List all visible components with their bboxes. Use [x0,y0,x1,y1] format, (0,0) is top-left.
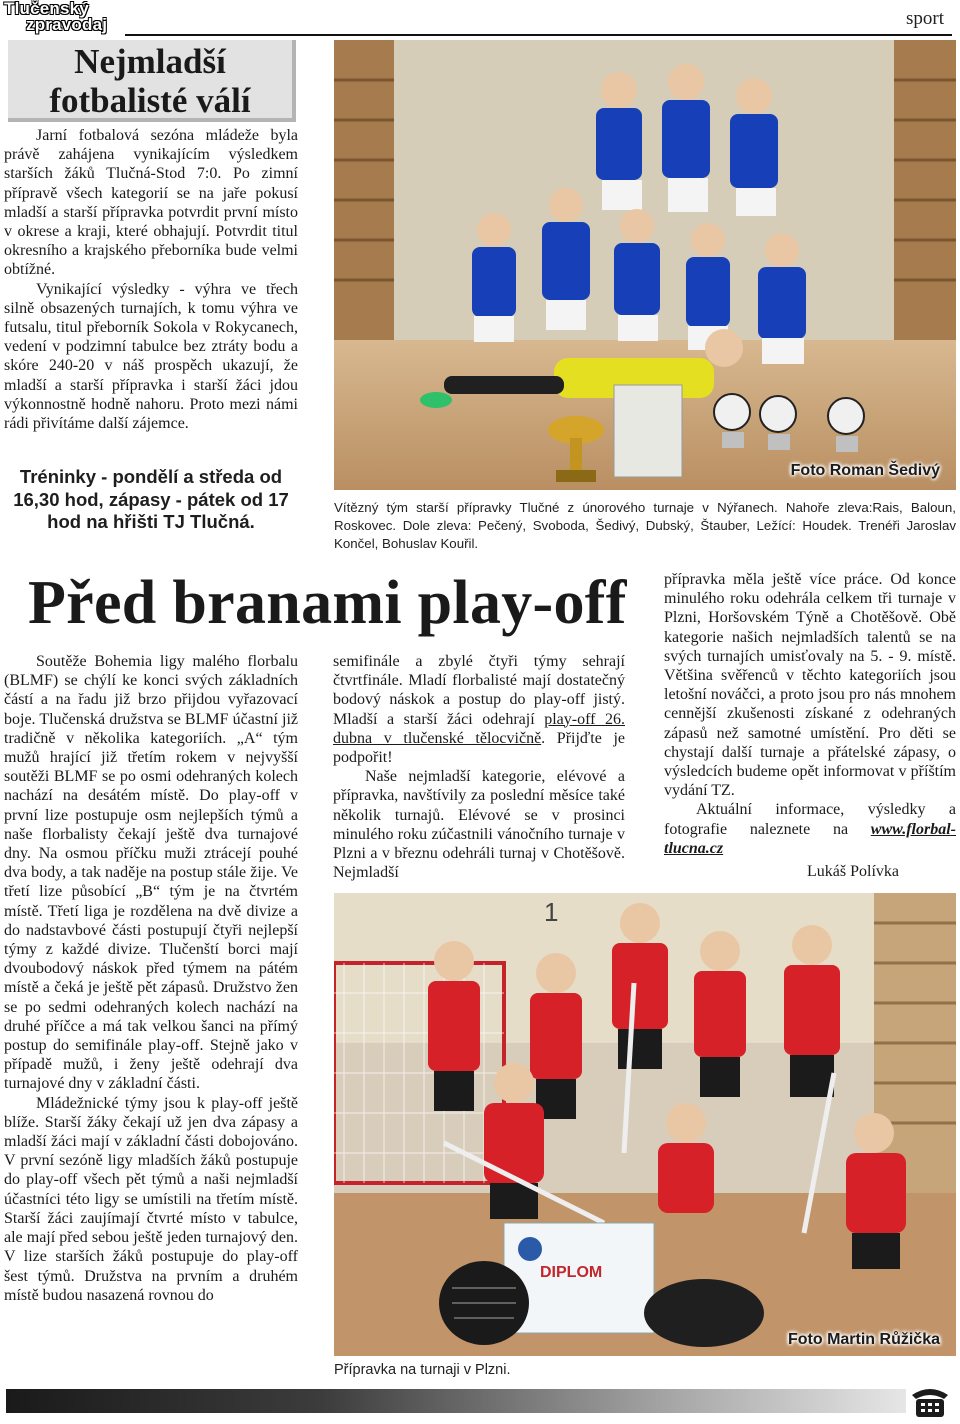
football-team-illustration [334,40,956,490]
training-notice: Tréninky - pondělí a středa od 16,30 hod, zápasy - pátek od 17 hod na hřišti TJ Tlučná. [13,466,289,532]
wall-number: 1 [544,897,559,927]
team-back-row [596,64,778,216]
website-link[interactable]: www.florbal-tlucna.cz [664,820,956,857]
logo-line-2: zpravodaj [26,15,108,34]
article-author: Lukáš Polívka [807,863,899,881]
article2-column-1 [4,652,298,1305]
telephone-icon [908,1385,952,1419]
paragraph-text: Aktuální informace, výsledky a fotografie naleznete na [664,801,956,838]
article2-paragraph: Mládežnické týmy jsou k play-off ještě blíže. Starší žáky čekají už jen dva zápasy a mladší žáci mají v základní části dobojováno. V první sezóně ligy mladších žáků postupuje do play-off všech pět týmů a naši nejmladší účastníci této ligy se umístili na třetím místě. Starší žáci zaujímají čtvrté místo v tabulce, ale mají před sebou ještě jeden turnajový den. V lize starších žáků postupuje do play-off šest týmů. Družstva na prvním a druhém místě budou nasazená rovnou do [4,1094,298,1304]
article1-headline-line2: fotbalisté válí [49,81,251,120]
newsletter-logo [4,1,126,33]
diploma-title: DIPLOM [540,1264,603,1281]
article1-headline [8,40,296,122]
article2-paragraph [333,652,625,767]
article2-column-3 [664,570,956,881]
photo-credit: Foto Roman Šedivý [790,462,940,479]
playoff-date-highlight: play-off 26. dubna v tlučenské tělocvičně [333,710,625,747]
football-team-photo [334,40,956,490]
paragraph-text: semifinále a zbylé čtyři týmy sehrají čtvrtfinále. Mladí florbalisté mají dostatečný bodový náskok a postup do play-off jistý. Mladší a starší žáci odehrají [333,653,625,728]
photo-caption: Přípravka na turnaji v Plzni. [334,1362,511,1378]
article1-paragraph: Vynikající výsledky - výhra ve třech silně obsazených turnajích, k tomu výhra ve futsalu, titul přeborník Sokola v Rokycanech, vedení v podzimní tabulce bez ztráty bodu a skóre 240-20 v náš prospěch ukazují, že mladší a starší přípravka i starší žáci jdou výkonnostně hodně nahoru. Proto mezi námi rádi přivítáme další zájemce. [4,280,298,433]
article1-paragraph: Jarní fotbalová sezóna mládeže byla právě zahájena vynikajícím výsledkem starších žáků Tlučná-Stod 7:0. Po zimní přípravě všech kategorií se na jaře pokusí mladší a starší přípravka potvrdit první místo v okrese a kraji, které obhajují. Potvrdit titul okresního a krajského přeborníka bude velmi obtížné. [4,127,298,279]
article2-column-2 [333,652,625,882]
article2-paragraph: Naše nejmladší kategorie, elévové a přípravka, navštívily za poslední měsíce také několik turnajů. Elévové se v prosinci minulého roku zúčastnili vánočního turnaje v Plzni a v březnu odehráli turnaj v Chotěšově. Nejmladší [333,768,625,882]
footer-bar [6,1389,906,1413]
floorball-team-photo [334,893,956,1356]
paragraph-text: . Přijďte je podpořit! [333,729,625,767]
floorball-team-illustration [334,893,956,1356]
article1-body [4,126,298,433]
article2-headline: Před branami play-off [28,569,627,637]
section-label: sport [906,8,944,29]
photo-caption: Vítězný tým starší přípravky Tlučné z únorového turnaje v Nýřanech. Nahoře zleva:Rais, Baloun, Roskovec. Dole zleva: Pečený, Svoboda, Šedivý, Dubský, Štauber, Ležící: Houdek. Trenéři Jaroslav Končel, Bohuslav Kouřil. [334,500,956,551]
article1-headline-line1: Nejmladší [74,42,226,81]
photo-credit: Foto Martin Růžička [787,1331,940,1348]
logo-line-1: Tlučenský [4,0,89,18]
article2-paragraph: Soutěže Bohemia ligy malého florbalu (BLMF) se chýlí ke konci svých základních částí a na řadu již brzo přijdou vyřazovací boje. Tlučenská družstva se BLMF účastní již tradičně v několika kategoriích. „A“ tým mužů hrající již třetím rokem v nejvyšší soutěži BLMF se po osmi odehraných kolech nachází na desátém místě. Do play-off v první lize postupuje osm nejlepších týmů a naše florbalisty čekají ještě dva turnajové dny. Na osmou příčku muži ztrácejí pouhé dva body, a tak naděje na postup stále žije. Ve třetí lize působící „B“ tým je na čtvrtém místě. Třetí liga je rozdělena na dvě divize a do nadstavbové části postupují čtyři nejlepší týmy z každé divize. Tlučenští borci mají dvoubodový náskok před týmem na pátém místě a čeká je ještě pět zápasů. Družstvo žen se po sedmi odehraných kolech nachází na druhé příčce a má tak velkou šanci na přímý postup do semifinále play-off. Stejně jako v případě mužů, i ženy ještě odehrají dva turnajové dny v základní části. [4,653,298,1093]
article2-paragraph: přípravka měla ještě více práce. Od konce minulého roku odehrála celkem tři turnaje v Plzni, Horšovském Týně a Chotěšově. Obě kategorie našich nejmladších talentů se na svých turnajích umisťovaly na 5. - 9. místě. Většina svěřenců v těchto kategoriích jsou letošní nováčci, a proto jsou pro nás mnohem cennější zkušenosti získané z odehraných zápasů než samotné umístění. Pro děti se chystají další turnaje a přátelské zápasy, o výsledcích budeme opět informovat v příštím vydání TZ. [664,571,956,800]
header-rule [125,34,952,36]
article2-paragraph [664,800,956,858]
